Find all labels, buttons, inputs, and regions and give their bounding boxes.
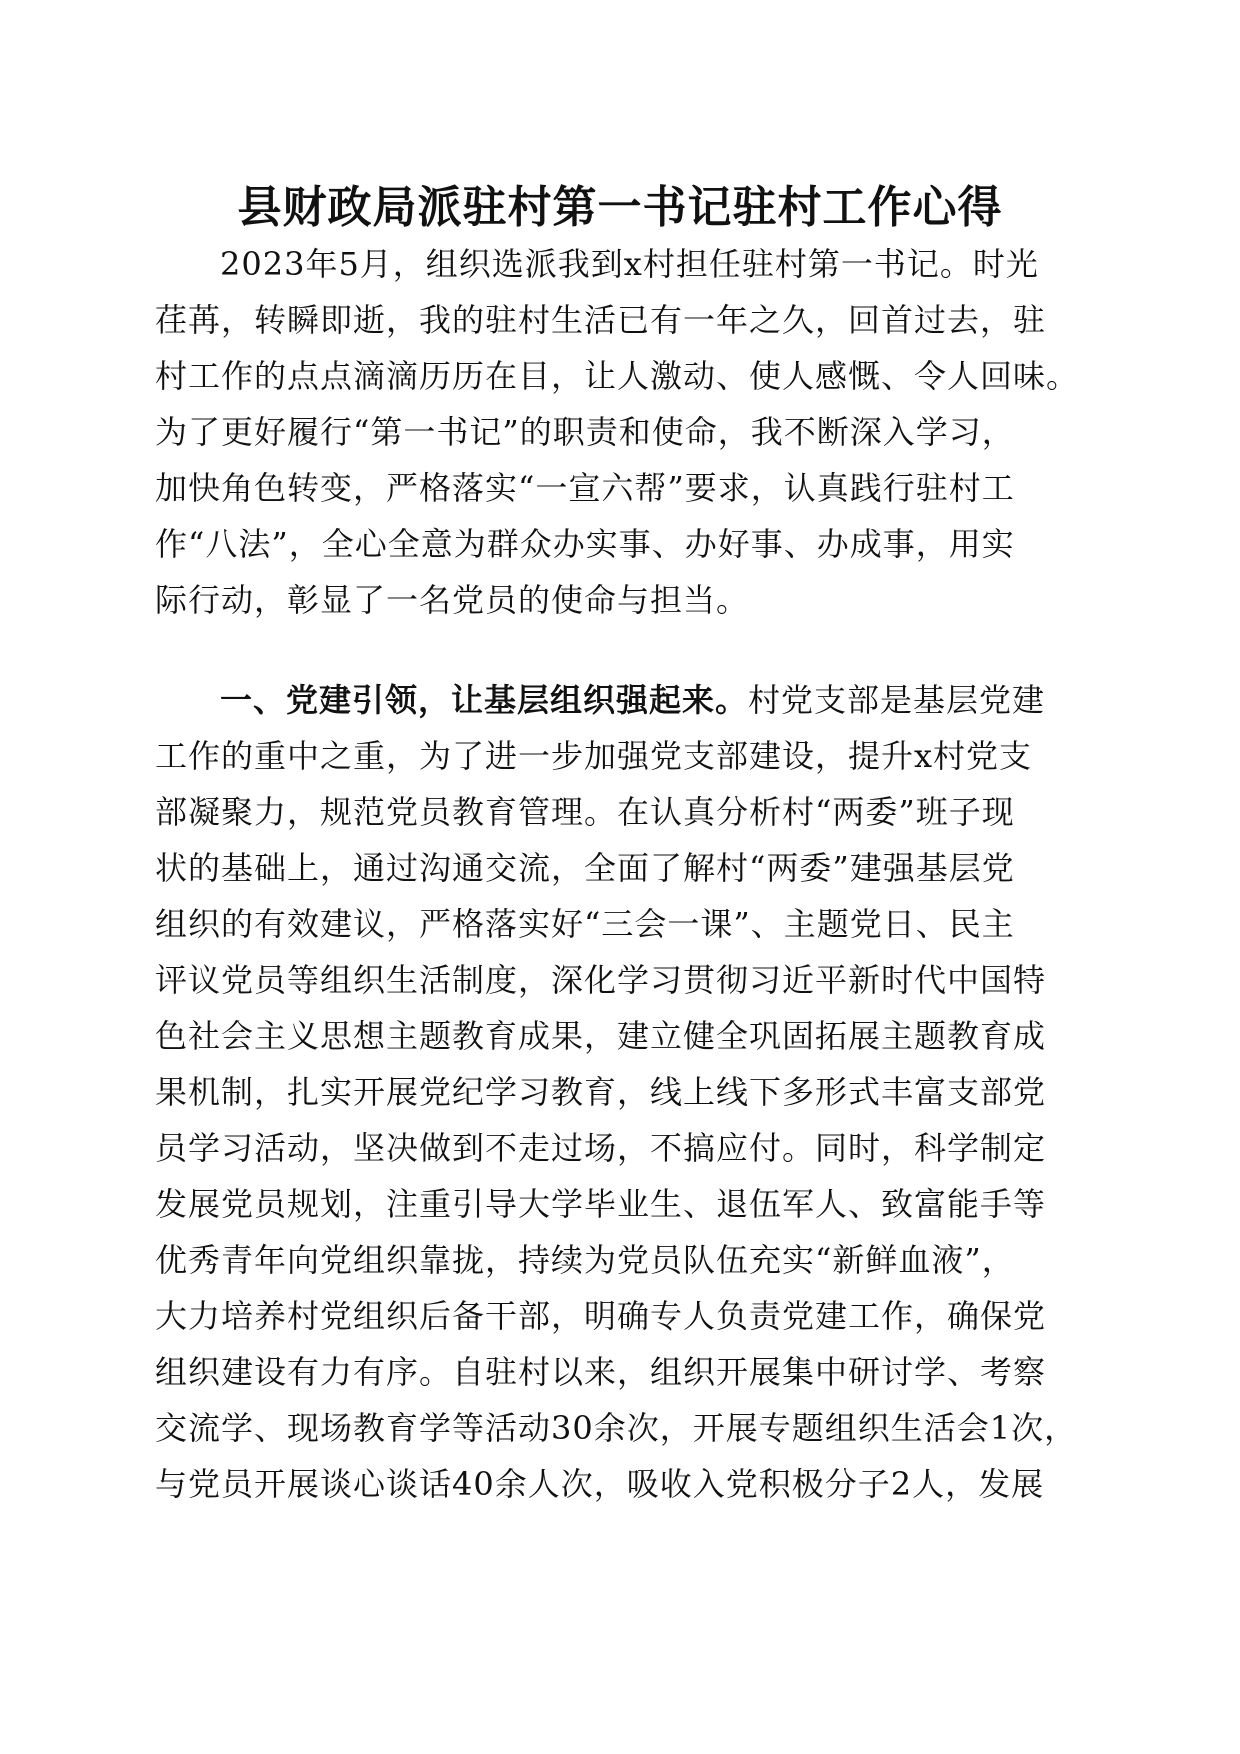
document-title: 县财政局派驻村第一书记驻村工作心得 bbox=[237, 182, 1003, 233]
paragraph-line: 大力培养村党组织后备干部，明确专人负责党建工作，确保党 bbox=[155, 1297, 1047, 1335]
paragraph-line: 组织建设有力有序。自驻村以来，组织开展集中研讨学、考察 bbox=[155, 1353, 1047, 1391]
paragraph-line: 为了更好履行“第一书记”的职责和使命，我不断深入学习， bbox=[155, 413, 1015, 451]
section-heading: 一、党建引领，让基层组织强起来。 bbox=[220, 681, 749, 719]
paragraph-line: 发展党员规划，注重引导大学毕业生、退伍军人、致富能手等 bbox=[155, 1185, 1047, 1223]
paragraph-line: 加快角色转变，严格落实“一宣六帮”要求，认真践行驻村工 bbox=[155, 469, 1015, 507]
paragraph-line: 果机制，扎实开展党纪学习教育，线上线下多形式丰富支部党 bbox=[155, 1073, 1047, 1111]
paragraph-line: 交流学、现场教育学等活动30余次，开展专题组织生活会1次， bbox=[155, 1409, 1078, 1447]
paragraph-line: 色社会主义思想主题教育成果，建立健全巩固拓展主题教育成 bbox=[155, 1017, 1047, 1055]
paragraph-line: 荏苒，转瞬即逝，我的驻村生活已有一年之久，回首过去，驻 bbox=[155, 301, 1047, 339]
paragraph-line: 组织的有效建议，严格落实好“三会一课”、主题党日、民主 bbox=[155, 905, 1015, 943]
paragraph-line: 状的基础上，通过沟通交流，全面了解村“两委”建强基层党 bbox=[155, 849, 1015, 887]
paragraph-line: 优秀青年向党组织靠拢，持续为党员队伍充实“新鲜血液”， bbox=[155, 1241, 1015, 1279]
section-text: 村党支部是基层党建 bbox=[748, 681, 1046, 719]
paragraph-line: 员学习活动，坚决做到不走过场，不搞应付。同时，科学制定 bbox=[155, 1129, 1047, 1167]
paragraph-line: 作“八法”，全心全意为群众办实事、办好事、办成事，用实 bbox=[155, 525, 1015, 563]
paragraph-line: 评议党员等组织生活制度，深化学习贯彻习近平新时代中国特 bbox=[155, 961, 1047, 999]
paragraph-line: 际行动，彰显了一名党员的使命与担当。 bbox=[155, 581, 750, 619]
paragraph-line: 工作的重中之重，为了进一步加强党支部建设，提升x村党支 bbox=[155, 737, 1033, 775]
paragraph-line: 部凝聚力，规范党员教育管理。在认真分析村“两委”班子现 bbox=[155, 793, 1015, 831]
paragraph-line: 与党员开展谈心谈话40余人次，吸收入党积极分子2人，发展 bbox=[155, 1465, 1045, 1503]
paragraph-line: 村工作的点点滴滴历历在目，让人激动、使人感慨、令人回味。 bbox=[155, 357, 1080, 395]
paragraph-line: 2023年5月，组织选派我到x村担任驻村第一书记。时光 bbox=[220, 245, 1039, 283]
section-heading-line bbox=[220, 672, 1045, 728]
